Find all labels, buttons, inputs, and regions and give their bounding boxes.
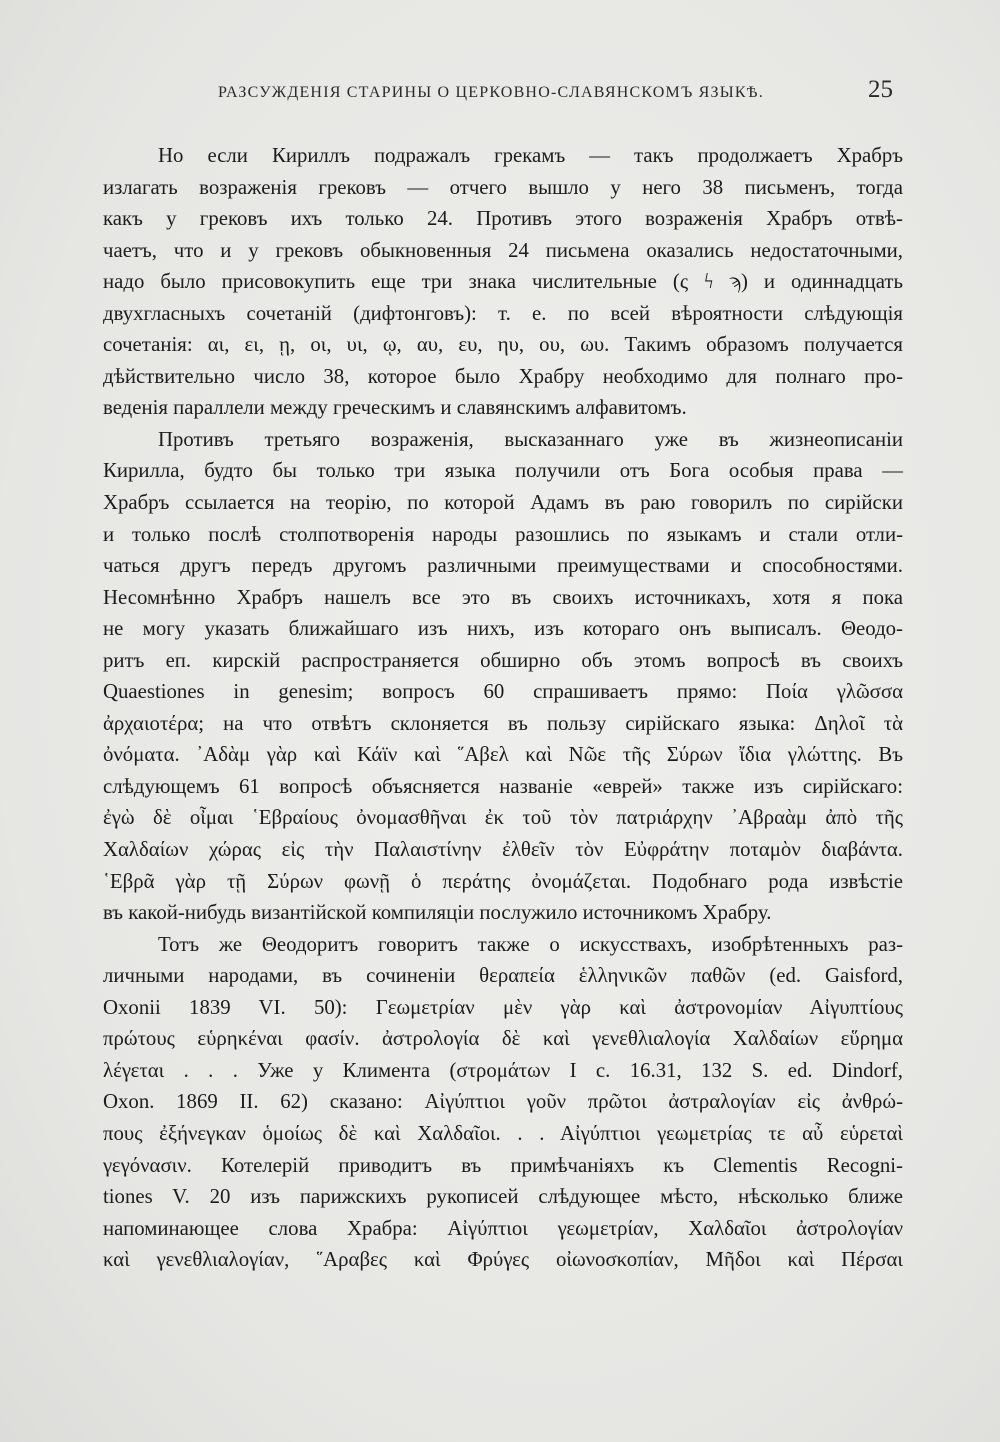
text-line: γεγόνασιν. Котелерій приводитъ въ примѣчаніяхъ къ Clementis Recogni- <box>103 1153 903 1177</box>
text-line: веденія параллели между греческимъ и славянскимъ алфавитомъ. <box>103 396 687 420</box>
text-line: какъ у грековъ ихъ только 24. Противъ этого возраженія Храбръ отвѣ- <box>103 207 903 231</box>
text-line: Храбръ ссылается на теорію, по которой Адамъ въ раю говорилъ по сирійски <box>103 491 903 515</box>
text-line: напоминающее слова Храбра: Αἰγύπτιοι γεωμετρίαν, Χαλδαῖοι ἀστρολογίαν <box>103 1216 903 1240</box>
text-line: Противъ третьяго возраженія, высказаннаго уже въ жизнеописаніи <box>158 427 903 451</box>
text-line: Тотъ же Θеодоритъ говоритъ также о искусствахъ, изобрѣтенныхъ раз- <box>158 932 903 956</box>
text-line: Но если Кириллъ подражалъ грекамъ — такъ продолжаетъ Храбръ <box>158 144 903 167</box>
text-line: ἐγὼ δὲ οἶμαι ῾Εβραίους ὀνομασθῆναι ἐκ τοῦ τὸν πατριάρχην ᾿Αβραὰμ ἀπὸ τῆς <box>103 806 903 830</box>
text-line: чаетъ, что и у грековъ обыкновенныя 24 письмена оказались недостаточными, <box>103 238 903 262</box>
text-line: слѣдующемъ 61 вопросѣ объясняется названіе «еврей» также изъ сирійскаго: <box>103 774 903 798</box>
text-line: не могу указать ближайшаго изъ нихъ, изъ котораго онъ выписалъ. Θеодо- <box>103 617 903 641</box>
text-line: ритъ еп. кирскій распространяется обширно объ этомъ вопросѣ въ своихъ <box>103 648 903 672</box>
text-line: дѣйствительно число 38, которое было Храбру необходимо для полнаго про- <box>103 364 903 388</box>
text-line: λέγεται . . . Уже у Климента (στρομάτων I c. 16.31, 132 S. ed. Dindorf, <box>103 1058 903 1082</box>
text-line: καὶ γενεθλιαλογίαν, ῞Αραβες καὶ Φρύγες οἰωνοσκοπίαν, Μῆδοι καὶ Πέρσαι <box>103 1248 903 1272</box>
text-line: Quaestiones in genesim; вопросъ 60 спрашиваетъ прямо: Ποία γλῶσσα <box>103 680 903 704</box>
text-line: tiones V. 20 изъ парижскихъ рукописей слѣдующее мѣсто, нѣсколько ближе <box>103 1185 903 1209</box>
text-line: въ какой-нибудь византійской компиляціи послужило источникомъ Храбру. <box>103 901 772 925</box>
text-line: излагать возраженія грековъ — отчего вышло у него 38 письменъ, тогда <box>103 175 903 199</box>
text-line: сочетанія: αι, ει, ῃ, οι, υι, ῳ, αυ, ευ, ηυ, ου, ωυ. Такимъ образомъ получается <box>103 333 903 357</box>
text-line: ὀνόματα. ᾿Αδὰμ γὰρ καὶ Κάϊν καὶ ῞Αβελ καὶ Νῶε τῆς Σύρων ἴδια γλώττης. Въ <box>103 743 903 767</box>
page-number: 25 <box>868 76 893 103</box>
text-line: πους ἐξήνεγκαν ὁμοίως δὲ καὶ Χαλδαῖοι. . . Αἰγύπτιοι γεωμετρίας τε αὖ εὑρεταὶ <box>103 1121 903 1145</box>
text-line: Несомнѣнно Храбръ нашелъ все это въ своихъ источникахъ, хотя я пока <box>103 585 903 609</box>
text-line: ἀρχαιοτέρα; на что отвѣтъ склоняется въ пользу сирійскаго языка: Δηλοῖ τὰ <box>103 711 903 735</box>
text-line: и только послѣ столпотворенія народы разошлись по языкамъ и стали отли- <box>103 522 903 546</box>
text-line: личными народами, въ сочиненіи θεραπεία ἑλληνικῶν παθῶν (ed. Gaisford, <box>103 964 903 988</box>
text-line: надо было присовокупить еще три знака числительные (ς ϟ ϡ) и одиннадцать <box>103 270 903 294</box>
text-line: Χαλδαίων χώρας εἰς τὴν Παλαιστίνην ἐλθεῖν τὸν Εὐφράτην ποταμὸν διαβάντα. <box>103 838 903 862</box>
text-line: πρώτους εὑρηκέναι φασίν. ἀστρολογία δὲ καὶ γενεθλιαλογία Χαλδαίων εὕρημα <box>103 1027 903 1051</box>
text-line: двухгласныхъ сочетаній (дифтонговъ): т. е. по всей вѣроятности слѣдующія <box>103 301 903 325</box>
text-line: Oxon. 1869 II. 62) сказано: Αἰγύπτιοι γοῦν πρῶτοι ἀστραλογίαν εἰς ἀνθρώ- <box>103 1090 903 1114</box>
running-head: РАЗСУЖДЕНІЯ СТАРИНЫ О ЦЕРКОВНО-СЛАВЯНСКОМЪ ЯЗЫКѢ. <box>218 84 764 101</box>
text-line: чаться другъ передъ другомъ различными преимуществами и способностями. <box>103 554 903 578</box>
text-line: ῾Εβρᾶ γὰρ τῇ Σύρων φωνῇ ὁ περάτης ὀνομάζεται. Подобнаго рода извѣстіе <box>103 869 903 893</box>
text-line: Кирилла, будто бы только три языка получили отъ Бога особыя права — <box>103 459 903 483</box>
body-text <box>103 140 903 1276</box>
text-line: Oxonii 1839 VI. 50): Γεωμετρίαν μὲν γὰρ καὶ ἀστρονομίαν Αἰγυπτίους <box>103 995 903 1019</box>
